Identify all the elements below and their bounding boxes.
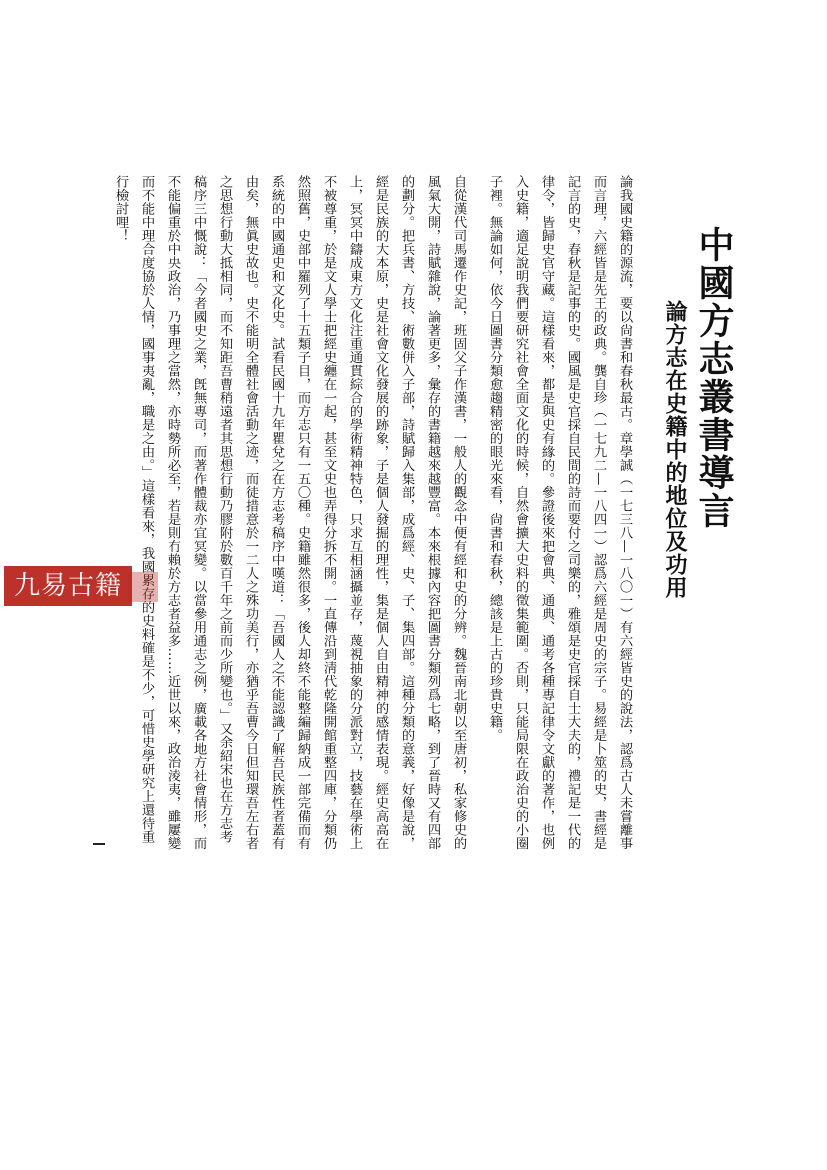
watermark-fade	[128, 572, 158, 602]
paragraph-classification: 自從漢代司馬遷作史記，班固父子作漢書，一般人的觀念中便有經和史的分辨。魏晉南北朝以至唐初，私家修史的風氣大開，詩賦雜說，論著更多，彙存的書籍越來越豐富。本來根據內容把圖書分類列爲七略，到了晉時又有四部的劃分。把兵書、方技、術數併入子部，詩賦歸入集部，成爲經、史、子、集四部。這種分類的意義，好像是說，經是民族的大本原，史是社會文化發展的跡象，子是個人發掘的理性，集是個人自由精神的感情表現。經史高高在上，冥冥中鑄成東方文化注重通貫綜合的學術精神特色，只求互相涵攝並存，蔑視抽象的分派對立，技藝在學術上不被尊重，於是文人學士把經史纏在一起，甚至文史也弄得分拆不開。一直傳沿到淸代乾隆開館重整四庫，分類仍然照舊，史部中羅列了十五類子目，而方志只有一五〇種。史籍雖然很多，後人却終不能整編歸納成一部完備而有系統的中國通史和文化史。試看民國十九年瞿兌之在方志考稿序中嘆道：「吾國人之不能認識了解吾民族性者蓋有由矣，無眞史故也。史不能明全體社會活動之迹，而徒措意於一二人之殊功美行，亦猶乎吾曹今日但知環吾左右者之思想行動大抵相同，而不知距吾曹稍遠者其思想行動乃膠附於數百千年之前而少所變也。」又余紹宋也在方志考稿序三中慨說：「今者國史之業，旣無專司，而著作體裁亦宜冥變。以當參用通志之例，廣載各地方社會情形，而不能偏重於中央政治，乃事理之當然，亦時勢所必至，若是則冇賴於方志者益多……近世以來，政治淩夷，雖屢變而不能中理合度協於人情，國事夷亂，職是之由。」這樣看來，我國累存的史料確是不少，可惜史學研究上還待重行檢討哩！	[113, 175, 466, 850]
document-body	[107, 175, 637, 855]
margin-dash	[93, 843, 105, 845]
document-subtitle: 論方志在史籍中的地位及功用	[662, 300, 687, 599]
document-title: 中國方志叢書導言	[693, 226, 734, 530]
site-watermark: 九易古籍网	[4, 566, 132, 606]
paragraph-origins: 論我國史籍的源流，要以尙書和春秋最古。章學誠（一七三八—一八〇一）有六經皆史的說法，認爲古人未嘗離事而言理，六經皆是先王的政典。龔自珍（一七九二—一八四一）認爲六經是周史的宗子。易經是卜筮的史，書經是記言的史，春秋是記事的史。國風是史官採自民間的詩而要付之司樂的，雅頌是史官採自士大夫的，禮記是一代的律令，皆歸史官守藏。這樣看來，都是與史有緣的。參證後來把會典、通典、通考各種專記律令文獻的著作，也例入史籍，適足說明我們要研究社會全面文化的時候，自然會擴大史料的徵集範圍。否則，只能局限在政治史的小圈子裡。無論如何，依今日圖書分類愈趨精密的眼光來看，尙書和春秋，總該是上古的珍貴史籍。	[487, 175, 632, 850]
